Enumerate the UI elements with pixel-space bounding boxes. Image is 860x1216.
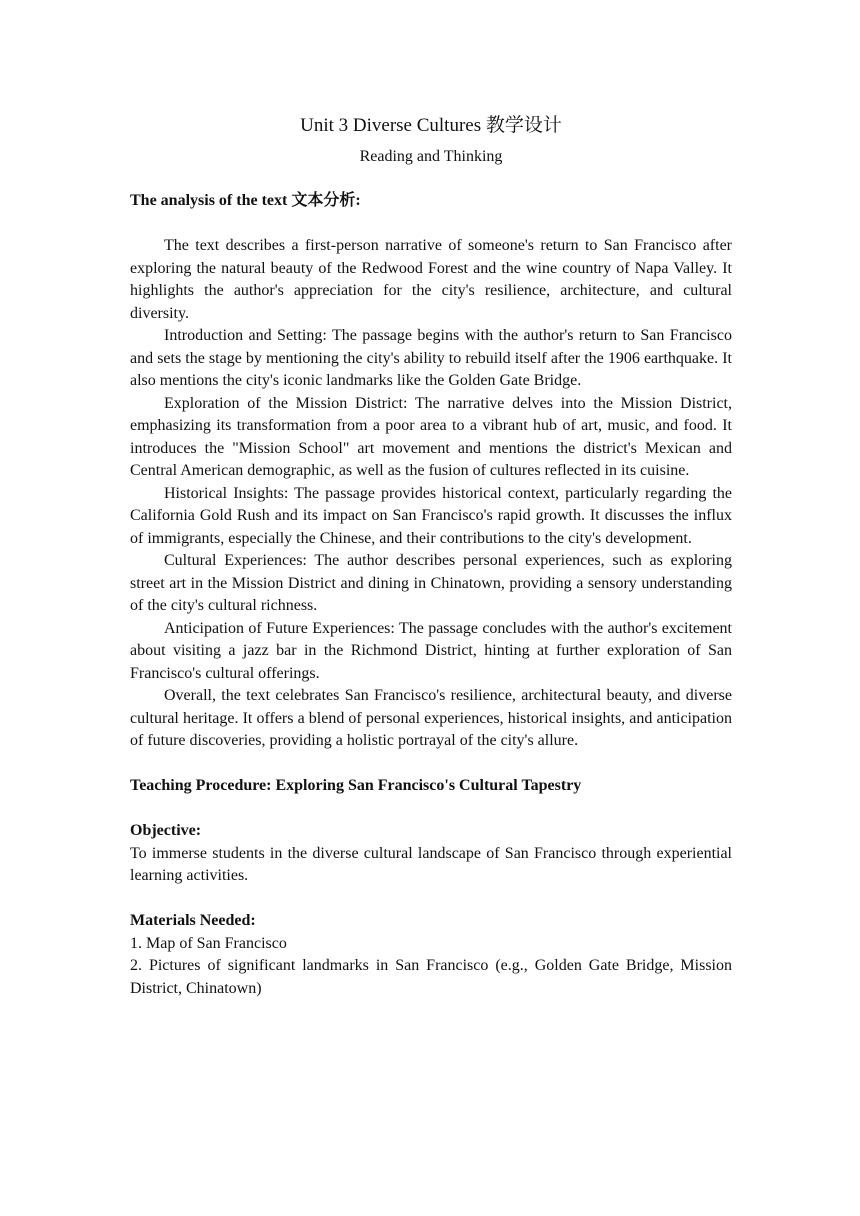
objective-text: To immerse students in the diverse cultural landscape of San Francisco through experiential learning activities. [130,844,732,884]
materials-item: 1. Map of San Francisco [130,934,287,952]
analysis-paragraph: The text describes a first-person narrative of someone's return to San Francisco after exploring the natural beauty of the Redwood Forest and the wine country of Napa Valley. It highlights the author's appreciation for the city's resilience, architecture, and cultural diversity. [130,237,732,322]
analysis-paragraph: Exploration of the Mission District: The narrative delves into the Mission District, emphasizing its transformation from a poor area to a vibrant hub of art, music, and food. It introduces the "Mission School" art movement and mentions the district's Mexican and Central American demographic, as well as the fusion of cultures reflected in its cuisine. [130,394,732,479]
spacer [130,168,732,190]
document-subtitle: Reading and Thinking [359,148,503,165]
materials-heading: Materials Needed: [130,912,256,929]
spacer [130,753,732,776]
spacer [130,213,732,236]
analysis-paragraph: Introduction and Setting: The passage begins with the author's return to San Francisco and sets the stage by mentioning the city's ability to rebuild itself after the 1906 earthquake. It also mentions the city's iconic landmarks like the Golden Gate Bridge. [130,327,732,389]
objective-heading: Objective: [130,822,202,839]
document-page [130,112,732,1000]
analysis-paragraph: Historical Insights: The passage provides historical context, particularly regarding the California Gold Rush and its impact on San Francisco's rapid growth. It discusses the influx of immigrants, especially the Chinese, and their contributions to the city's development. [130,484,732,547]
procedure-heading: Teaching Procedure: Exploring San Francisco's Cultural Tapestry [130,777,582,794]
spacer [130,888,732,911]
analysis-paragraph: Overall, the text celebrates San Francisco's resilience, architectural beauty, and diverse cultural heritage. It offers a blend of personal experiences, historical insights, and anticipation of future discoveries, providing a holistic portrayal of the city's allure. [130,687,732,749]
analysis-paragraph: Cultural Experiences: The author describes personal experiences, such as exploring street art in the Mission District and dining in Chinatown, providing a sensory understanding of the city's cultural richness. [130,552,732,614]
analysis-paragraph: Anticipation of Future Experiences: The passage concludes with the author's excitement about visiting a jazz bar in the Richmond District, hinting at further exploration of San Francisco's cultural offerings. [130,619,732,682]
spacer [130,798,732,821]
materials-item: 2. Pictures of significant landmarks in San Francisco (e.g., Golden Gate Bridge, Mission District, Chinatown) [130,957,732,997]
analysis-heading: The analysis of the text 文本分析: [130,192,361,209]
document-title: Unit 3 Diverse Cultures 教学设计 [300,115,562,136]
